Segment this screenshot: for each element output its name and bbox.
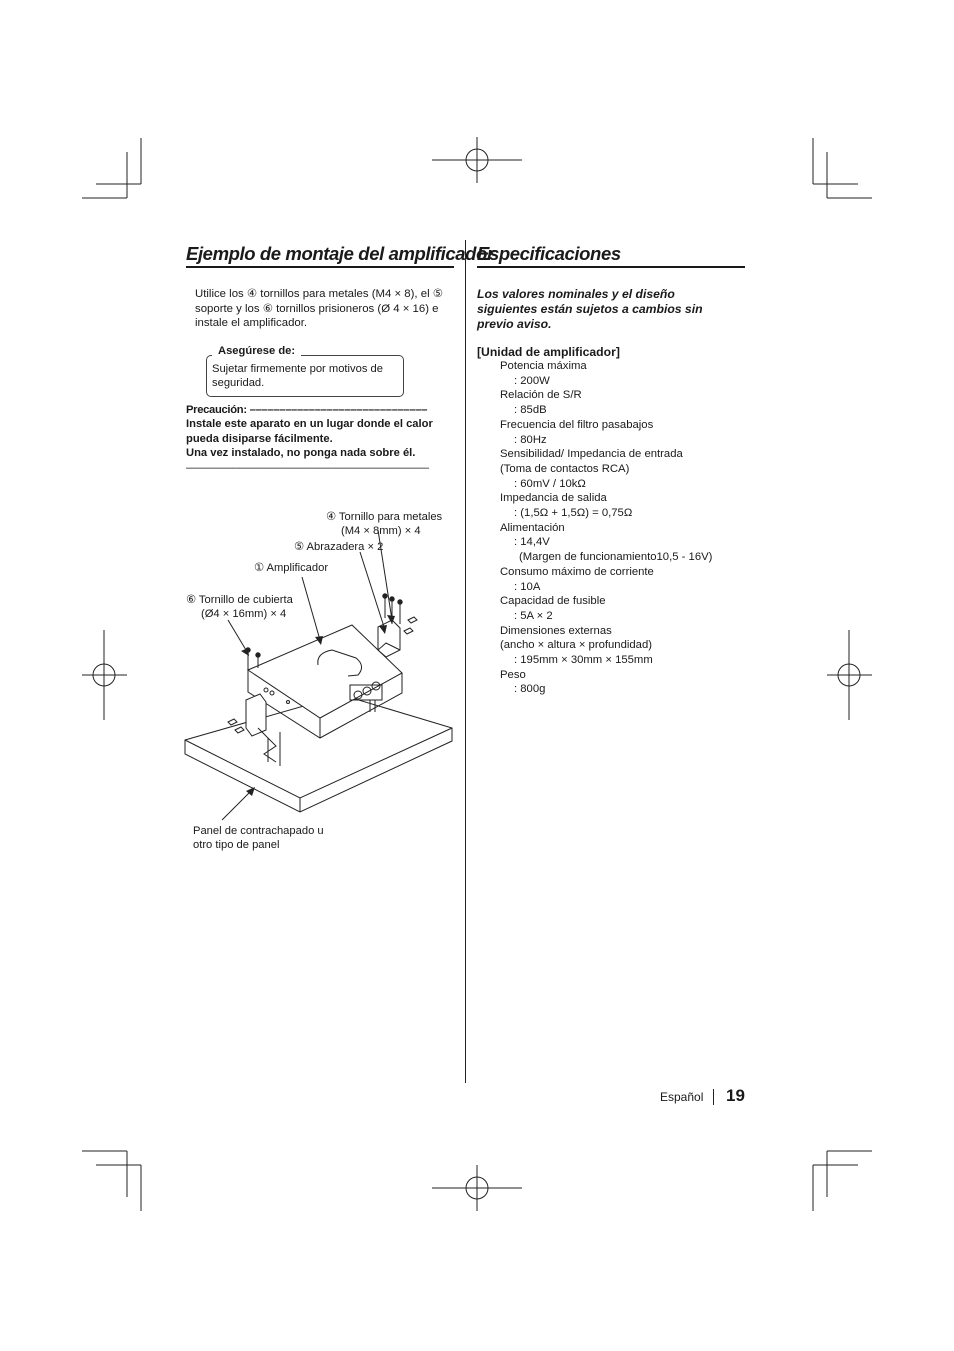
- spec-snr: [500, 388, 750, 417]
- spec-value: : 195mm × 30mm × 155mm: [514, 654, 653, 667]
- notice-line: Los valores nominales y el diseño: [477, 287, 675, 301]
- spec-sub-value: (Margen de funcionamiento10,5 - 16V): [519, 551, 713, 564]
- title-rule: [186, 266, 454, 268]
- footer-divider: [713, 1089, 714, 1105]
- spec-label: Impedancia de salida: [500, 492, 607, 505]
- footer-language: Español: [660, 1090, 704, 1104]
- unit-heading: [Unidad de amplificador]: [477, 345, 620, 359]
- caution-line: pueda disiparse fácilmente.: [186, 432, 333, 445]
- spec-value: : 800g: [514, 683, 546, 696]
- note-label: Asegúrese de:: [212, 345, 301, 357]
- intro-line: Utilice los ④ tornillos para metales (M4 × 8), el ⑤: [195, 288, 444, 300]
- spec-value: : 85dB: [514, 404, 547, 417]
- spec-output-impedance: [500, 491, 750, 520]
- title-rule: [477, 266, 745, 268]
- callout-line: (Ø4 × 16mm) × 4: [201, 608, 287, 620]
- callout-line: otro tipo de panel: [193, 839, 280, 851]
- spec-label: Sensibilidad/ Impedancia de entrada: [500, 448, 683, 461]
- spec-value: : 200W: [514, 374, 550, 387]
- spec-value: : 14,4V: [514, 536, 550, 549]
- spec-label: Frecuencia del filtro pasabajos: [500, 418, 654, 431]
- caution-line: Instale este aparato en un lugar donde el calor: [186, 418, 433, 431]
- caution-block: [186, 403, 454, 475]
- spec-label: Dimensiones externas: [500, 624, 612, 637]
- spec-weight: [500, 668, 750, 697]
- callout-line: (M4 × 8mm) × 4: [341, 525, 421, 537]
- spec-dimensions: [500, 624, 750, 668]
- spec-label: Capacidad de fusible: [500, 595, 606, 608]
- callout-line: ④ Tornillo para metales: [326, 511, 443, 523]
- spec-fuse: [500, 594, 750, 623]
- callout-line: Panel de contrachapado u: [193, 825, 324, 837]
- spec-label: Relación de S/R: [500, 389, 582, 402]
- spec-label: (Toma de contactos RCA): [500, 462, 630, 475]
- spec-label: Consumo máximo de corriente: [500, 565, 654, 578]
- spec-value: : 10A: [514, 580, 541, 593]
- notice-line: siguientes están sujetos a cambios sin: [477, 301, 703, 316]
- spec-label: Potencia máxima: [500, 360, 587, 372]
- spec-power-supply: [500, 521, 750, 565]
- callout-bracket: ⑤ Abrazadera × 2: [294, 541, 384, 553]
- spec-max-power: [500, 359, 750, 388]
- spec-list: [500, 359, 750, 697]
- spec-value: : (1,5Ω + 1,5Ω) = 0,75Ω: [514, 507, 633, 520]
- intro-line: soporte y los ⑥ tornillos prisioneros (Ø 4 × 16) e: [195, 302, 439, 315]
- mounting-instructions: [195, 287, 455, 331]
- spec-input-sensitivity: [500, 447, 750, 491]
- spec-label: Peso: [500, 668, 526, 681]
- spec-label: (ancho × altura × profundidad): [500, 639, 652, 652]
- mounting-diagram: [180, 500, 470, 830]
- spec-label: Alimentación: [500, 521, 565, 534]
- spec-lowpass: [500, 418, 750, 447]
- spec-value: : 5A × 2: [514, 609, 553, 622]
- spec-value: : 80Hz: [514, 433, 547, 446]
- note-line: Sujetar firmemente por motivos de: [212, 363, 383, 375]
- spec-value: : 60mV / 10kΩ: [514, 477, 586, 490]
- caution-label: Precaución:: [186, 404, 247, 416]
- note-line: seguridad.: [212, 377, 265, 390]
- callout-line: ⑥ Tornillo de cubierta: [186, 594, 293, 606]
- note-text: [212, 362, 400, 391]
- caution-line: Una vez instalado, no ponga nada sobre él.: [186, 447, 416, 460]
- callout-amplifier: ① Amplificador: [254, 562, 329, 574]
- caution-end-dashes: –––––––––––––––––––––––––––––––––––––––––: [186, 461, 429, 474]
- notice-line: previo aviso.: [477, 316, 552, 331]
- caution-dashes: ––––––––––––––––––––––––––––––: [249, 404, 428, 416]
- section-title-specs: Especificaciones: [477, 243, 621, 264]
- intro-line: instale el amplificador.: [195, 317, 308, 329]
- page-number: 19: [726, 1086, 745, 1105]
- section-title-mounting: Ejemplo de montaje del amplificador: [186, 243, 494, 264]
- caution-header: [186, 403, 454, 417]
- specs-notice: [477, 287, 745, 331]
- spec-current: [500, 565, 750, 594]
